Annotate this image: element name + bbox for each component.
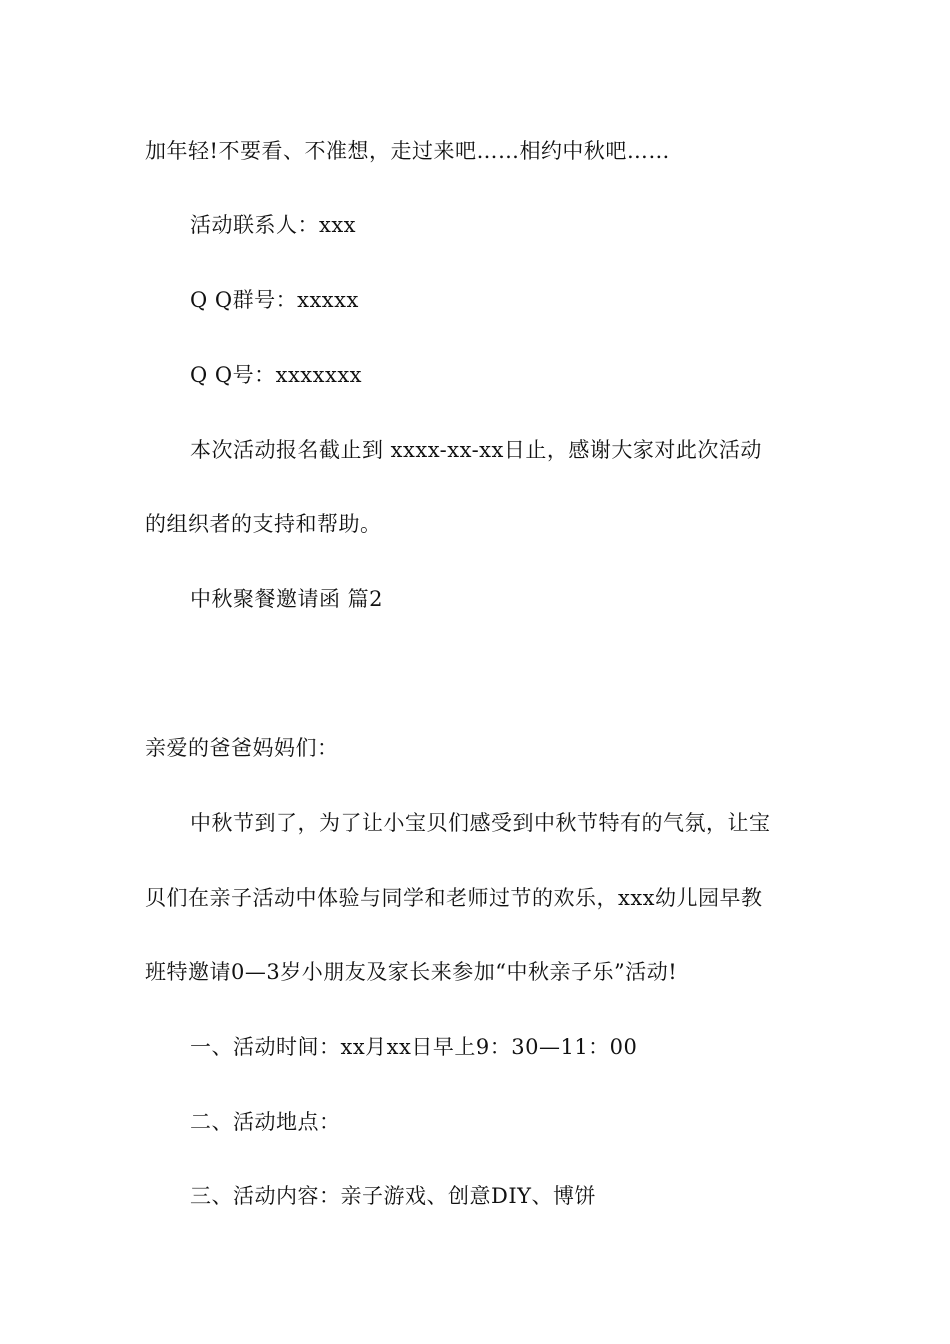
body-line-2: 贝们在亲子活动中体验与同学和老师过节的欢乐，xxx幼儿园早教 — [145, 886, 763, 910]
activity-location-line: 二、活动地点： — [190, 1110, 341, 1134]
paragraph-line-1: 加年轻!不要看、不准想，走过来吧……相约中秋吧…… — [145, 139, 670, 163]
qq-number-line: Q Q号：xxxxxxx — [190, 363, 363, 387]
section-title: 中秋聚餐邀请函 篇2 — [190, 587, 384, 611]
body-line-1: 中秋节到了，为了让小宝贝们感受到中秋节特有的气氛，让宝 — [190, 811, 771, 835]
body-line-3: 班特邀请0—3岁小朋友及家长来参加“中秋亲子乐”活动! — [145, 960, 678, 984]
greeting-line: 亲爱的爸爸妈妈们： — [145, 736, 339, 760]
deadline-line: 本次活动报名截止到 xxxx-xx-xx日止，感谢大家对此次活动 — [190, 438, 762, 462]
thanks-line: 的组织者的支持和帮助。 — [145, 512, 382, 536]
activity-time-line: 一、活动时间：xx月xx日早上9：30—11：00 — [190, 1035, 638, 1059]
activity-content-line: 三、活动内容：亲子游戏、创意DIY、博饼 — [190, 1184, 596, 1208]
contact-person-line: 活动联系人：xxx — [190, 213, 357, 237]
qq-group-line: Q Q群号：xxxxx — [190, 288, 359, 312]
